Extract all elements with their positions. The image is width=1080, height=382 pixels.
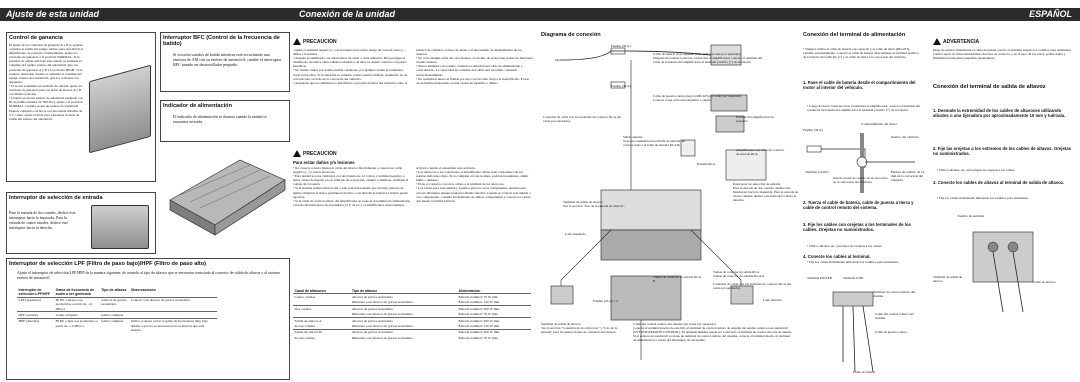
lpf-hpf-section [6,258,290,380]
power-conn-text: • Siempre utilice el cable de batería rojo especial y el cable de tierra [RD-223], vendido separadamente. Conecte el cable de batería directamente al terminal positivo de la batería del vehículo (+) y el cable de tierra a la carrocería del vehículo. [803,47,919,60]
figure-label: Fusible (30 A) [803,128,823,132]
diagram-label: Terminal de salida de altavoz Vea la sección "Conexión de los altavoces" y "Uso de la entrada" para las instrucciones de conexión del altavoz. [541,322,618,335]
input-selector-section [6,192,156,254]
precaution-text: • Quite el terminal negativo (–) de la batería para evitar riesgo de cortocircuitos y daños a la unidad. • Asegure el alambrado con abrazaderas de cable o cinta adhesiva. Para proteger el alambrado, envuelva cinta adhesiva alrededor de ellos en donde contacta con partes metálicas. • No instale cables por donde puedan calentarse, por ejemplo donde el calentador sopla sobre ellos. Si la aislación se calienta, podría resultar dañada, resultando en un cortocircuito a través de la carrocería del vehículo. • Asegúrese que los alambres no interfieran con partes móviles del vehículo como la palanca de cambios, el freno de mano o el mecanismo de deslizamiento de los asientos. • No corte ningún cable. De otra manera, el circuito de protección podría no funcionar cuando debiera. • Nunca alimente otro equipo cortando la aislación del cable de alimentación y conectándolo. La capacidad de corriente del cable será excedida, causando sobrecalentamiento. • No reemplace nunca el fusible por uno con un valor mayor al especificado. El uso de un fusible inadecuado podría causar un incendio o daños. [293,48,533,85]
diagram-label: Lado derecho [763,298,782,302]
warning-icon [293,150,301,157]
spk-conn-step2: 2. Fije las orejetas a los extremos de los cables de altavoz. Orejetas no suministrados. [933,146,1072,156]
table-row [17,318,217,332]
gain-title: Control de ganancia [9,35,63,41]
table-cell: Gama completa [100,312,129,318]
figure-label: Terminal POWER [807,276,832,280]
power-indicator-title: Indicador de alimentación [163,103,233,109]
diagram-label: Ojal [555,58,561,62]
figure-label: Cable de puesta a tierra [875,330,907,334]
table-cell: LPF (izquierda) [17,297,54,312]
gain-section [6,32,156,182]
warning-icon [933,38,941,45]
power-conn-step1: 1. Pase el cable de batería desde el compartimiento del motor al interior del vehículo. [803,80,916,90]
diagram-label: Tomas de conector de salida RCA Tomas de conector de entrada RCA A [713,270,765,279]
figure-label: Cable del control remoto del sistema [875,312,914,321]
table-cell: Altavoz de graves secundario [350,329,457,335]
table-cell: Entrada nominal: 70 W mín. [458,335,499,340]
diagram-label: Amplificador con toma de conector de entrada RCA [736,148,785,157]
table-cell: Entrada nominal: 200 W mín. [457,317,531,323]
figure-label: Cable de altavoz [1033,280,1056,284]
power-indicator-section [160,100,290,142]
table-cell: Altavoz de graves secundario [100,297,129,312]
lpf-hpf-title: Interruptor de selección LPF (Filtro de paso bajo)/HPF (Filtro de paso alto) [9,261,207,267]
warning-text: Dejar de apretar firmemente el cable de puesta a tierra al terminal usando los tornillos para terminales podría causar el sobrecalentamiento del área de contacto, y en el peor de los casos, podría dañar y finalmente incluyendo pequeñas quemaduras. [933,48,1072,61]
spk-conn-step3: 3. Conecte los cables de altavoz al terminal de salida de altavoz. [933,180,1065,185]
power-conn-step3: 3. Fije los cables con orejetas a los terminales de los cables. Orejetas no suministrados. [803,222,911,232]
table-cell: Cuatro canales [293,294,350,300]
bfc-text: Si escucha sonidos de batido mientras está escuchando una emisora de AM con su estéreo de automóvil, cambie el interruptor BFC usando un destornillador pequeño. [173,53,282,67]
warning-heading: ADVERTENCIA [933,38,979,45]
table-cell: 80 Hz o más son producidos a partir de –12 dB/oct. [54,318,100,332]
diagram-label: Cable de batería (rojo especial (RD-223) (en venta por separado) Después de realizar todas las conexiones al amplificador, conecte el terminal del cable de la batería del amplificador al terminal positivo (+) de la batería. [653,52,763,65]
table-cell: OFF (central) [17,312,54,318]
figure-label: Inserte el ojal de caucho de la carrocería en la carrocería del vehículo. [833,176,888,185]
table-header: Gama de frecuencia de audio a ser generada [55,287,94,296]
bfc-title: Interruptor BFC (Control de la frecuencia de batido) [163,35,280,48]
table-row [293,335,531,340]
table-header: Tipo de altavoz [101,287,127,292]
figure-label: Terminal positivo [805,170,829,174]
table-header-row [17,287,217,297]
table-header: Interruptor de selección LPF/HPF [18,287,51,296]
page-right [293,0,1080,382]
table-cell: Altavoz de graves secundario [350,306,457,312]
table-header: Canal de altavoces [294,288,327,293]
amplifier-drawing [160,140,290,240]
table-cell: de tres canales [294,323,315,328]
table-header: Observaciones [130,287,156,292]
power-indicator-text: El indicador de alimentación se ilumina cuando la unidad se encuentra activada. [173,115,267,124]
diagram-label: Conexión de cable con los enchufes de conector RCA (en venta por separado). [543,115,622,124]
gain-text: El ajuste de los controles de ganancia A y B le ayudan a igualar la salida del equipo estéreo para automóvil al amplificador de potencia. Normalmente, ajuste los controles de ganancia a la posición NORMAL. Si la potencia de salida está baja aún cuando se aumenta el volumen del equipo estéreo del automóvil, gire los controles de ganancia A y B a la posición HIGH. Si se produce distorsión cuando se aumenta el volumen del equipo estéreo del automóvil, gire los controles a la izquierda. • Si se usa solamente un enchufe de entrada, ajuste los controles de ganancia para los lados de altavoz A y B a la misma posición. • Cuando se usa un estéreo de automóvil equipado con RCA (salida estándar de 500 mV), ajuste a la posición NORMAL. Cuando se usa un estéreo de automóvil Pioneer equipado con RCA con una salida máxima de 4 V o más, ajuste el nivel para adecuarse al nivel de salida del estéreo del automóvil. [9,43,83,121]
diagram-label: Fusible (25 A) × 2 [593,299,618,303]
diagram-label: Lado izquierdo [565,232,586,236]
table-cell: Diferente a un altavoz de graves secundario [351,312,414,317]
table-cell: Diferente a un altavoz de graves secundario [351,335,414,340]
table-cell: de tres canales [294,335,315,340]
diagram-label: Cable de puesta a tierra (negro (RD-223) (en venta por separado) Conecte a una carrocería metálica o chasis. [653,94,742,103]
table-row [17,297,217,312]
power-conn-step1-text: • Luego de hacer todas las otras conexiones al amplificador, conecte el terminal del conductor de batería del amplificador al terminal positivo (+) de la batería. [807,104,920,113]
speaker-table [293,288,531,341]
table-cell: Entrada nominal: 120 W mín. [458,323,501,328]
input-selector-title: Interruptor de selección de entrada [9,195,103,201]
table-cell: HPF (derecha) [17,318,54,332]
table-cell: Entrada nominal: 300 W mín. [457,329,531,335]
spk-conn-step1: 1. Desnude la extremidad de los cables de altavoces utilizando alicates o una tijeradora por aproximadamente 10 mm y tuérzala. [933,108,1066,118]
figure-label: Tornillo de terminal [957,214,985,218]
table-cell: Gama completa [100,318,129,332]
lpf-hpf-text: Ajuste el interruptor de selección LPF/HPF de la manera siguiente, de acuerdo al tipo de altavoz que se encuentra conectado al conector de salida de altavoz y al sistema estéreo de automóvil. [17,271,280,280]
amplifier-image [89,65,151,154]
figure-label: Terminal GND [843,276,864,280]
table-cell: Salida de altavoz A [293,317,350,323]
power-conn-step2: 2. Tuerza el cable de batería, cable de puesta a tierra y cable de control remoto del sistema. [803,200,914,210]
table-header: Tipo de altavoz [351,288,378,293]
header-title: Ajuste de esta unidad [6,9,100,19]
diagram-label: Conexión de cable con los enchufes de conector RCA (en venta por separado). [713,282,792,291]
figure-label: Compartimiento del motor [861,122,898,126]
table-cell: Entrada nominal: 200 W mín. [457,306,531,312]
input-selector-text: Pase la entrada de dos canales, deslice este interruptor hacia la izquierda. Para la entrada de cuatro canales, deslice este interruptor hacia la derecha. [9,211,76,230]
diagram-label: Terminal de salida de altavoz Vea la sección "Uso de la entrada de altavoz". [563,200,626,209]
table-cell: Utilice si desea cortar la gama de frecuencias muy baja debido a que no es necesaria para el altavoz que está usando. [129,318,217,332]
speaker-terminal-figure [953,212,1063,322]
power-conn-title: Conexión del terminal de alimentación [803,32,906,38]
table-cell: 80 Hz o menos son producidos a partir de –12 dB/oct. [54,297,100,312]
precaution-heading: PRECAUCION [293,150,337,157]
diagram-label: Entrada del amplificador de potencia [736,115,774,124]
precaution-subtitle: Para evitar daños y/o lesiones [293,160,355,165]
table-cell: Altavoz de graves secundario [350,294,457,300]
table-cell: Dos canales [293,306,350,312]
table-cell: Salida de altavoz B [293,329,350,335]
figure-label: Interior del vehículo [891,135,919,139]
table-header: Alimentación [458,288,481,293]
diagram-label: Tomas de conector de entrada RCA B [653,275,702,284]
figure-label: Perfore un orificio de 14 mm en la carrocería del vehículo. [891,170,925,183]
table-cell: Diferente a un altavoz de graves secundario [351,300,414,305]
power-conn-step4: 4. Conecte los cables al terminal. [803,254,871,259]
table-cell: Diferente a un altavoz de graves secundario [351,323,414,328]
diagram-title: Diagrama de conexión [541,32,601,38]
table-cell: Entrada nominal: 70 W mín. [458,312,499,317]
power-conn-step4-text: • Fije los cables firmemente utilizando los tornillos para terminales. [807,260,899,264]
diagram-label: Interruptor de selección de entrada Para la entrada de dos canales, deslice este interruptor hacia la izquierda. Para la entrada de cuatro canales, deslice este interruptor hacia la derecha. [733,182,799,203]
input-selector-image [91,205,149,249]
header-title: Conexión de la unidad [299,9,396,19]
power-conn-step3-text: • Utilice alicates, etc. para fijar las orejetas a los cables. [807,244,883,248]
table-cell: Entrada nominal: 70 W mín. [457,294,531,300]
bfc-section [160,32,290,92]
spk-conn-step3-text: • Fije los cables firmemente utilizando los tornillos para terminales. [937,196,1029,200]
lpf-hpf-table [17,287,217,333]
figure-label: Terminal de control remoto del sistema [873,290,916,299]
diagram-label: Salida externa Si se usa solamente un enchufe de entrada, no conecte nada a la toma de entrada RCA B. [623,135,686,148]
diagram-label: Entrada RCA [697,162,716,166]
header-language: ESPAÑOL [1029,9,1072,19]
page-header-right [293,8,1080,21]
precaution-text: • No conecte a tierra (masa) el cable del altavoz directamente o conecte un cable negativo (–) a varios altavoces. • Esta unidad es para vehículos con una batería de 12 voltios y terminal negativo a tierra. Antes de instalar en un vehículo de recreación, camión o ómnibus, verifique el voltaje de la batería. • Si el sistema estéreo/altavoz del coche está funcionando por un largo período de tiempo mientras el motor permanece inactivo o en marcha al ralentí, la batería puede agotarse. • Si el cable de control remoto del amplificador se conecta al terminal de alimentación a través del interruptor de encendido (12 V de CC), el amplificador estará siempre activado cuando el encendido esté activado. • Los altavoces a ser conectados al amplificador deben estar conformes con las normas indicadas abajo. Si no cumplen con las normas, podrían incendiarse, emitir humo o dañarse. • Evite el contacto con otros cables a la terminal de los altavoces. • Los cables para esta unidad y aquéllos para los otros componentes pueden tener colores diferentes aunque tengan la misma función. Cuando se conecta esta unidad a otro componente, consulte los manuales de ambos componentes y conecte los cables que tienen la misma función. [293,166,531,207]
precaution-heading: PRECAUCION [293,38,337,45]
diagram-label: Fusible (30 A) [611,44,631,48]
diagram-label: Cable del control remoto del sistema (en venta por separado) Conecte el terminal macho de este hilo al terminal de control remoto de sistema del equipo estéreo para automóvil (SYSTEM REMOTE CONTROL). El terminal hembra puede ser conectado al terminal de control del relé de antena. Si el estéreo de automóvil no tiene un terminal de control remoto del sistema, conecte el terminal macho al terminal de alimentación a través del interruptor de encendido. [633,322,792,343]
spk-conn-step2-text: • Utilice alicates, etc. para plegar las orejetas a los cables. [937,168,1016,172]
warning-icon [293,38,301,45]
table-cell: Entrada nominal: 120 W mín. [458,300,501,305]
table-cell: Conecte a un altavoz de graves secundario [129,297,217,312]
figure-label: Cable de batería [853,370,876,374]
table-cell: Altavoz de graves secundario [350,317,457,323]
figure-label: Terminal de salida de altavoz [933,275,963,284]
table-cell: Gama completa [54,312,100,318]
spk-conn-title: Conexión del terminal de salida de altavoz [933,84,1046,90]
diagram-label: Fusible (30 A) [611,84,631,88]
